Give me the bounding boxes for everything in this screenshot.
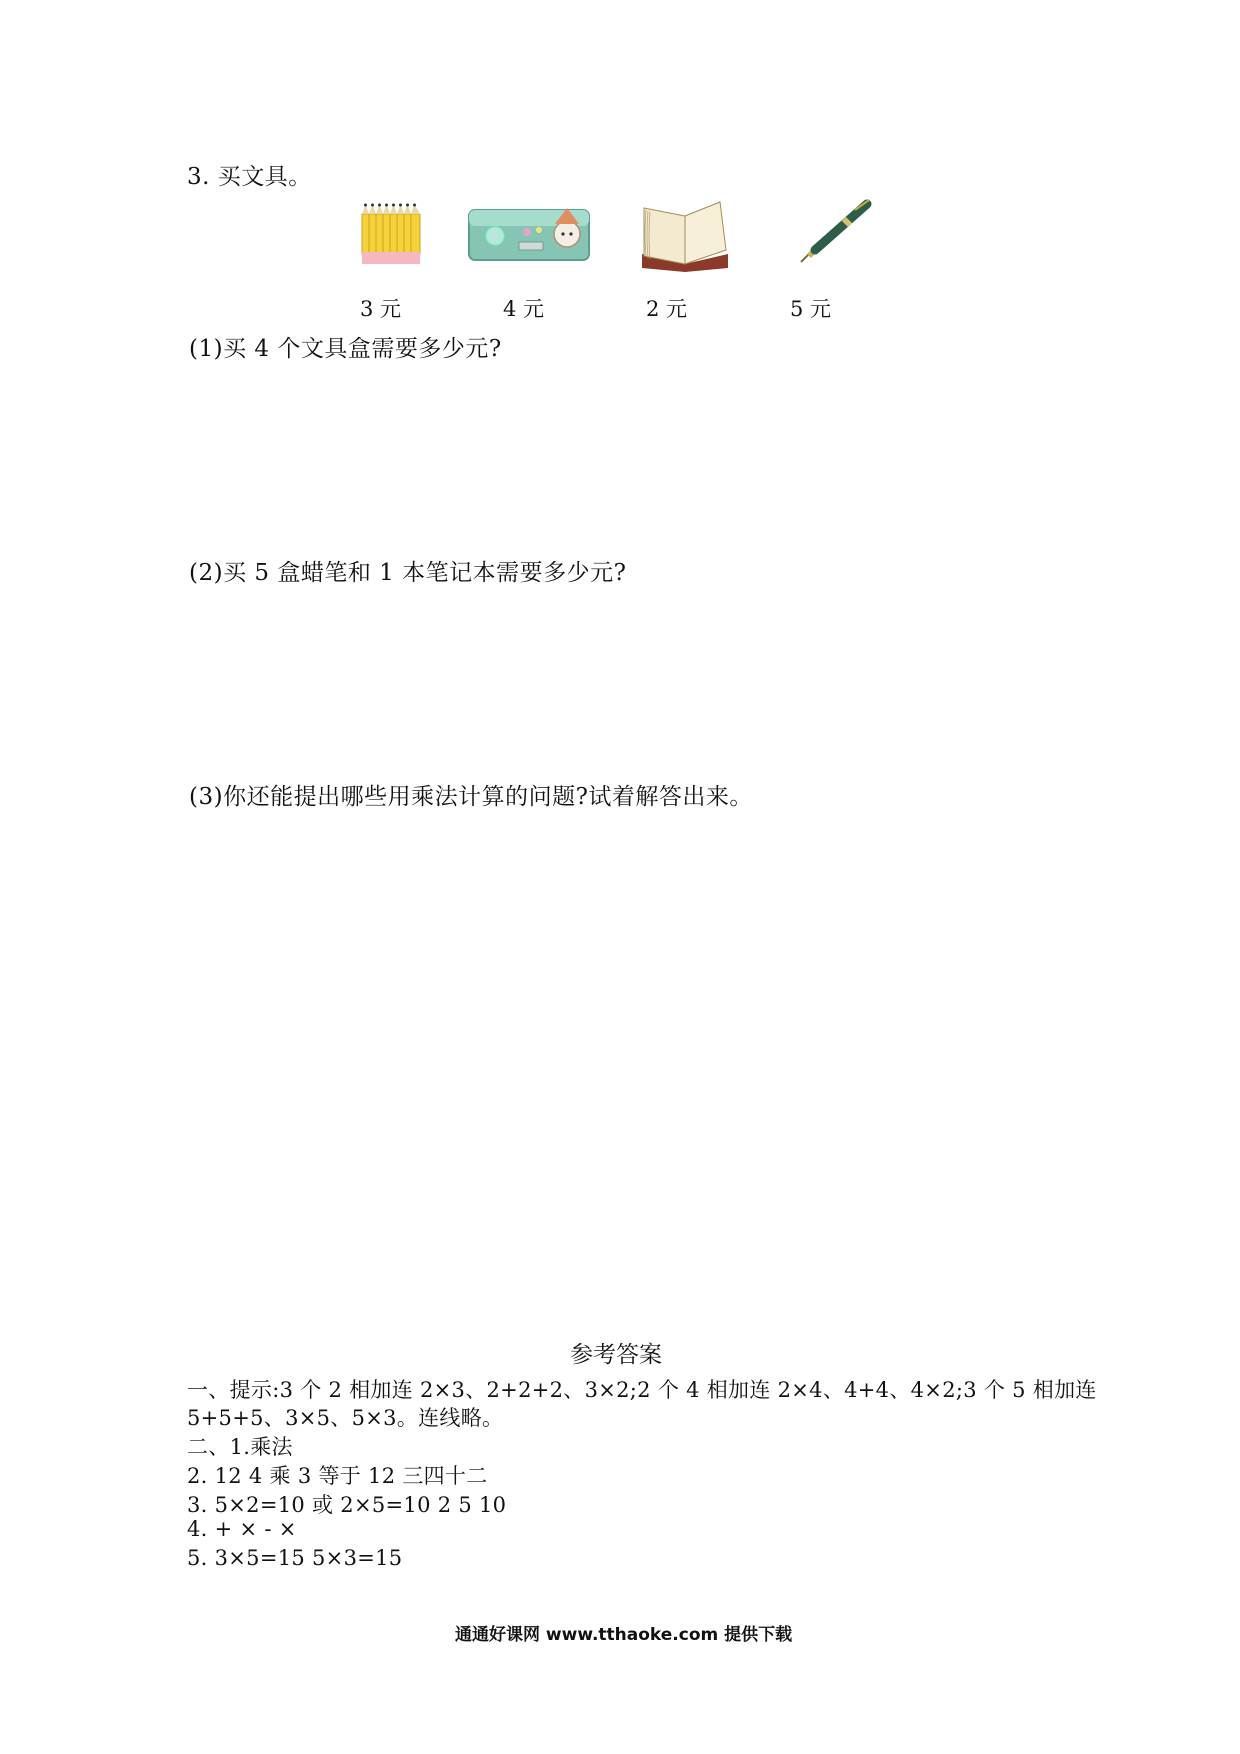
answers-title: 参考答案 <box>570 1342 662 1368</box>
question-2: (2)买 5 盒蜡笔和 1 本笔记本需要多少元? <box>189 560 627 586</box>
answer-line: 一、提示:3 个 2 相加连 2×3、2+2+2、3×2;2 个 4 相加连 2×4、4+4、4×2;3 个 5 相加连 <box>187 1378 1097 1402</box>
price-pen: 5 元 <box>790 297 832 321</box>
footer-credit: 通通好课网 www.tthaoke.com 提供下载 <box>455 1625 793 1645</box>
pencil-box-icon <box>467 202 591 264</box>
price-pencils: 3 元 <box>360 297 402 321</box>
answer-line: 二、1.乘法 <box>187 1435 293 1459</box>
answer-line: 5. 3×5=15 5×3=15 <box>187 1546 403 1570</box>
pen-icon <box>793 198 873 268</box>
price-pencil-box: 4 元 <box>503 297 545 321</box>
notebook-icon <box>638 198 732 272</box>
answer-line: 3. 5×2=10 或 2×5=10 2 5 10 <box>187 1493 507 1517</box>
section-title: 3. 买文具。 <box>187 164 312 190</box>
question-1: (1)买 4 个文具盒需要多少元? <box>189 336 502 362</box>
answer-line: 4. + × - × <box>187 1517 297 1541</box>
pencils-icon <box>358 200 426 268</box>
price-notebook: 2 元 <box>646 297 688 321</box>
answer-line: 2. 12 4 乘 3 等于 12 三四十二 <box>187 1464 488 1488</box>
answer-line: 5+5+5、3×5、5×3。连线略。 <box>187 1406 504 1430</box>
question-3: (3)你还能提出哪些用乘法计算的问题?试着解答出来。 <box>189 784 753 810</box>
